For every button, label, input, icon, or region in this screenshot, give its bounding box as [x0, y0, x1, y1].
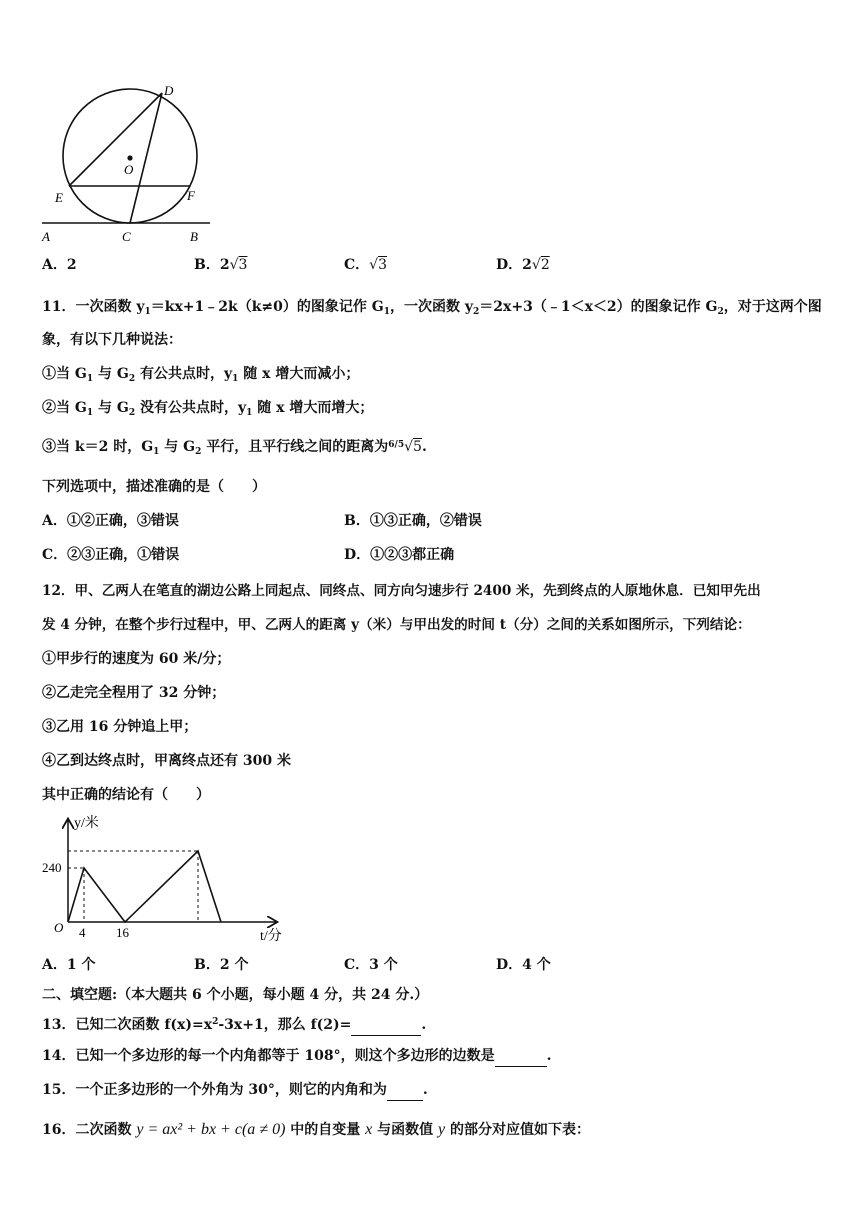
q16-formula: y = ax² + bx + c(a ≠ 0): [136, 1121, 286, 1138]
q12-line-2: 发 4 分钟，在整个步行过程中，甲、乙两人的距离 y（米）与甲出发的时间 t（分）之间的关系如图所示，下列结论：: [42, 617, 751, 633]
origin-label: O: [54, 920, 64, 935]
q13-answer-blank[interactable]: [351, 1015, 421, 1036]
chord-ed: [69, 93, 162, 186]
q10-option-a: A．2: [42, 257, 77, 273]
center-point-o: [127, 155, 132, 160]
q11-option-a: A．①②正确，③错误: [42, 513, 179, 529]
q12-conclusion-3: ③乙用 16 分钟追上甲；: [42, 719, 198, 735]
q12-option-c: C．3 个: [344, 957, 398, 973]
q12-conclusion-2: ②乙走完全程用了 32 分钟；: [42, 685, 226, 701]
y-axis-label: y/米: [74, 816, 99, 831]
q10-option-c: C．√3: [344, 257, 387, 273]
q12-option-d: D．4 个: [496, 957, 551, 973]
q11-prompt: 下列选项中，描述准确的是（ ）: [42, 479, 266, 495]
q12-prompt: 其中正确的结论有（ ）: [42, 787, 210, 803]
q10-option-b: B．2√3: [194, 257, 248, 273]
x-axis-label: t/分: [260, 929, 282, 944]
q16: 16．二次函数 y = ax² + bx + c(a ≠ 0) 中的自变量 x 与函数值 y 的部分对应值如下表：: [42, 1121, 590, 1138]
q15: 15．一个正多边形的一个外角为 30°，则它的内角和为 .: [42, 1080, 428, 1101]
label-f: F: [187, 188, 195, 203]
label-c: C: [122, 229, 131, 244]
x-tick-4: 4: [79, 925, 86, 940]
q14: 14．已知一个多边形的每一个内角都等于 108°，则这个多边形的边数是 .: [42, 1046, 551, 1067]
q12-conclusion-1: ①甲步行的速度为 60 米/分；: [42, 651, 231, 667]
q12-conclusion-4: ④乙到达终点时，甲离终点还有 300 米: [42, 753, 291, 769]
q11-option-b: B．①③正确，②错误: [344, 513, 482, 529]
label-b: B: [190, 229, 198, 244]
q12-line-1: 12．甲、乙两人在笔直的湖边公路上同起点、同终点、同方向匀速步行 2400 米，先到终点的人原地休息．已知甲先出: [42, 583, 761, 599]
x-tick-16: 16: [116, 925, 129, 940]
q14-answer-blank[interactable]: [495, 1046, 547, 1067]
q15-answer-blank[interactable]: [387, 1080, 423, 1101]
section-2-heading: 二、填空题:（本大题共 6 个小题，每小题 4 分，共 24 分.）: [42, 987, 429, 1003]
q11-line-2: 象，有以下几种说法：: [42, 332, 182, 348]
q12-option-a: A．1 个: [42, 957, 96, 973]
circle-tangent-figure: [30, 78, 220, 248]
y-tick-240: 240: [42, 860, 62, 875]
q11-statement-1: ①当 $G_1$ 与 $G_2$ 有公共点时，$y_1$ 随 x 增大而减小；: [42, 366, 360, 384]
q11-statement-2: ②当 $G_1$ 与 $G_2$ 没有公共点时，$y_1$ 随 x 增大而增大；: [42, 400, 374, 418]
q13: 13．已知二次函数 $f(x)=x^2-3x+1$，那么 f(2)= .: [42, 1012, 426, 1036]
label-o: O: [124, 162, 134, 177]
q11-statement-3: ③当 k＝2 时，$G_1$ 与 $G_2$ 平行，且平行线之间的距离为$^{6/5}$√5.: [42, 439, 427, 457]
label-e: E: [55, 190, 63, 205]
q11-option-d: D．①②③都正确: [344, 547, 455, 563]
distance-time-graph: [36, 810, 296, 950]
q11-option-c: C．②③正确，①错误: [42, 547, 180, 563]
chord-cd: [130, 93, 162, 223]
q11-line-1: 11．一次函数 $y_1=kx+1﹣2k(k\ne 0)$的图象记作 $G_1$，一次函数 $y_2=2x+3(﹣1<x<2)$的图象记作 $G_2$，对于这两个图: [42, 299, 822, 317]
q10-option-d: D．2√2: [496, 257, 550, 273]
label-a: A: [42, 229, 50, 244]
label-d: D: [164, 83, 174, 98]
q12-option-b: B．2 个: [194, 957, 249, 973]
